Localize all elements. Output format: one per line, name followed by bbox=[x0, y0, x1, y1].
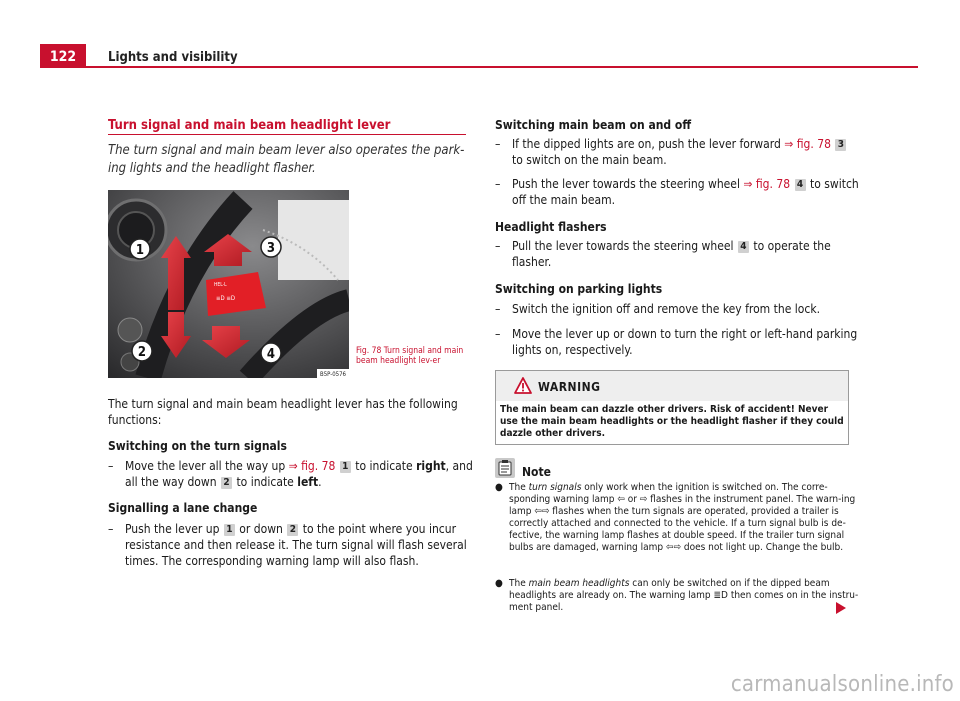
header-rule bbox=[86, 66, 918, 68]
section-title: Turn signal and main beam headlight lever bbox=[108, 118, 391, 133]
warning-title: WARNING bbox=[538, 380, 601, 394]
list-item-flasher: – Pull the lever towards the steering wheel 4 to operate the flasher. bbox=[495, 239, 831, 269]
figure-caption: Fig. 78 Turn signal and main beam headlight lev-er bbox=[356, 346, 464, 366]
list-item-lane-change: – Push the lever up 1 or down 2 to the point where you incur resistance and then release it. The turn signal will flash several times. The corresponding warning lamp will also flash. bbox=[108, 522, 467, 568]
list-item-main-beam-on: – If the dipped lights are on, push the lever forward ⇒ fig. 78 3 to switch on the main beam. bbox=[495, 136, 852, 168]
instrument-panel bbox=[278, 200, 349, 280]
heading-turn-signals: Switching on the turn signals bbox=[108, 439, 287, 453]
list-item-main-beam-off: – Push the lever towards the steering wheel ⇒ fig. 78 4 to switch off the main beam. bbox=[495, 177, 859, 207]
note-bullet-2: ● The main beam headlights can only be switched on if the dipped beam headlights are already on. The warning lamp ≣D then comes on in the instru-ment panel. bbox=[495, 578, 859, 613]
svg-text:≡D ≡D: ≡D ≡D bbox=[216, 295, 236, 302]
svg-text:HEL·L: HEL·L bbox=[214, 282, 227, 288]
trailer-signal-icon: ⇦⇨ bbox=[665, 542, 682, 553]
turn-right-icon: ⇨ bbox=[639, 494, 648, 505]
figure-code: B5P-0576 bbox=[320, 371, 346, 378]
list-item-parking-1: – Switch the ignition off and remove the key from the lock. bbox=[495, 302, 820, 316]
page-number: 122 bbox=[40, 44, 86, 68]
heading-lane-change: Signalling a lane change bbox=[108, 501, 258, 515]
warning-text: The main beam can dazzle other drivers. Risk of accident! Never use the main beam headlights or the headlight flasher if they could dazzle other drivers. bbox=[500, 404, 844, 439]
heading-parking-lights: Switching on parking lights bbox=[495, 282, 663, 296]
arrow-label-3: 3 bbox=[266, 241, 276, 256]
note-bullet-1: ● The turn signals only work when the ignition is switched on. The corre-sponding warning lamp ⇦ or ⇨ flashes in the instrument panel. The warn-ing lamp ⇦⇨ flashes when the turn signals are operated, provided a trailer is correctly attached and connected to the vehicle. If a turn signal bulb is de-fective, the warning lamp flashes at double speed. If the trailer turn signal bulbs are damaged, warning lamp ⇦⇨ does not light up. Change the bulb. bbox=[495, 482, 856, 553]
list-item-turn-signals: – Move the lever all the way up ⇒ fig. 78 1 to indicate right, and all the way down 2 to indicate left. bbox=[108, 459, 473, 489]
section-rule bbox=[108, 134, 466, 135]
arrow-label-2: 2 bbox=[137, 345, 147, 360]
footer-watermark: carmanualsonline.info bbox=[730, 672, 954, 697]
list-item-parking-2: – Move the lever up or down to turn the right or left-hand parking lights on, respectively. bbox=[495, 327, 858, 357]
heading-headlight-flashers: Headlight flashers bbox=[495, 220, 607, 234]
arrow-label-4: 4 bbox=[266, 347, 276, 362]
main-beam-icon: ≣D bbox=[713, 590, 728, 601]
continue-arrow-icon bbox=[836, 602, 846, 614]
turn-left-icon: ⇦ bbox=[617, 494, 625, 505]
heading-main-beam: Switching main beam on and off bbox=[495, 118, 692, 132]
arrow-label-1: 1 bbox=[135, 243, 145, 258]
section-intro: The turn signal and main beam lever also operates the park-ing lights and the headlight flasher. bbox=[108, 143, 465, 176]
chapter-title: Lights and visibility bbox=[108, 50, 238, 65]
trailer-signal-icon: ⇦⇨ bbox=[534, 506, 550, 517]
lever-figure bbox=[108, 190, 349, 378]
warning-triangle-icon bbox=[514, 377, 532, 394]
warning-box bbox=[495, 370, 849, 445]
note-title: Note bbox=[522, 465, 551, 479]
intro-paragraph: The turn signal and main beam headlight lever has the following functions: bbox=[108, 397, 458, 427]
lever-illustration bbox=[108, 190, 349, 378]
note-icon bbox=[495, 458, 515, 478]
